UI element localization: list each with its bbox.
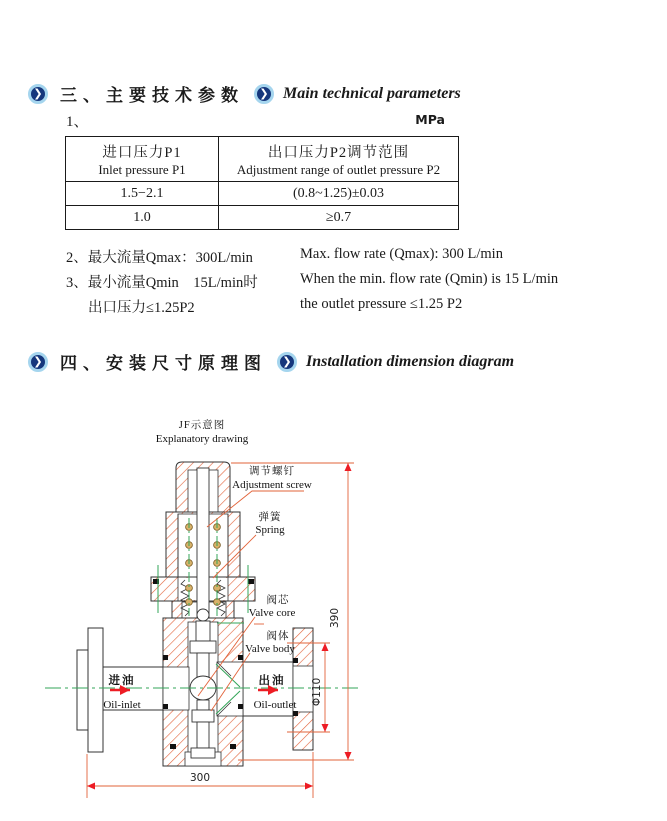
header-cell-outlet	[219, 137, 459, 182]
adjustment-screw-label-en: Adjustment screw	[232, 479, 312, 491]
item1-number: 1、	[66, 114, 89, 130]
spring-label-zh: 弹簧	[258, 512, 282, 523]
section3-header	[28, 81, 461, 106]
chevron-right-icon: ❯	[28, 352, 48, 372]
valve-body-label-en: Valve body	[245, 643, 295, 655]
item2-row	[0, 246, 667, 266]
chevron-right-icon: ❯	[277, 352, 297, 372]
cell-outlet-range-1: (0.8~1.25)±0.03	[219, 182, 459, 206]
oil-outlet-label-zh: 出油	[258, 675, 286, 687]
valve-installation-diagram	[0, 408, 667, 818]
section4-title-zh: 四、安装尺寸原理图	[60, 354, 267, 373]
spring-label-en: Spring	[255, 524, 285, 536]
table-row	[66, 182, 459, 206]
dimension-outlet-diameter: Φ110	[311, 677, 323, 707]
item3b-zh: 出口压力≤1.25P2	[88, 300, 195, 316]
section3-title-zh: 三、主要技术参数	[60, 86, 244, 105]
cell-inlet-range-2: 1.0	[66, 206, 219, 230]
item3-zh: 3、最小流量Qmin 15L/min时	[66, 275, 258, 291]
valve-body-label-zh: 阀体	[266, 631, 290, 642]
valve-core-label-zh: 阀芯	[266, 595, 290, 606]
dimension-height-390: 390	[329, 607, 341, 629]
section3-title-en: Main technical parameters	[283, 84, 461, 102]
pressure-spec-table	[65, 136, 459, 230]
header-inlet-en: Inlet pressure P1	[98, 161, 186, 177]
item3b-en: the outlet pressure ≤1.25 P2	[300, 296, 463, 312]
valve-core-label-en: Valve core	[248, 607, 296, 619]
item3-en: When the min. flow rate (Qmin) is 15 L/min	[300, 271, 559, 287]
adjustment-screw-label-zh: 调节螺钉	[249, 466, 295, 477]
header-outlet-en: Adjustment range of outlet pressure P2	[236, 161, 441, 177]
item3-row	[0, 271, 667, 291]
cell-outlet-range-2: ≥0.7	[219, 206, 459, 230]
inlet-flange	[88, 628, 103, 752]
item2-zh: 2、最大流量Qmax：300L/min	[66, 250, 253, 266]
oil-inlet-label-zh: 进油	[108, 675, 136, 687]
header-outlet-zh: 出口压力P2调节范围	[267, 144, 410, 161]
oil-outlet-label-en: Oil-outlet	[253, 699, 297, 711]
item3-continuation-row	[0, 296, 667, 316]
table-header-row	[66, 137, 459, 182]
chevron-right-icon: ❯	[28, 84, 48, 104]
diagram-title-en: Explanatory drawing	[155, 433, 249, 445]
diagram-title-zh: JF示意图	[178, 420, 226, 431]
pressure-unit-label: MPa	[415, 112, 445, 127]
section4-header	[28, 349, 514, 374]
section4-title-en: Installation dimension diagram	[306, 352, 515, 370]
oil-inlet-label-en: Oil-inlet	[103, 699, 141, 711]
cell-inlet-range-1: 1.5−2.1	[66, 182, 219, 206]
header-cell-inlet	[66, 137, 219, 182]
table-row	[66, 206, 459, 230]
dimension-width-300: 300	[189, 772, 211, 784]
chevron-right-icon: ❯	[254, 84, 274, 104]
header-inlet-zh: 进口压力P1	[102, 144, 182, 161]
item2-en: Max. flow rate (Qmax): 300 L/min	[300, 246, 503, 262]
